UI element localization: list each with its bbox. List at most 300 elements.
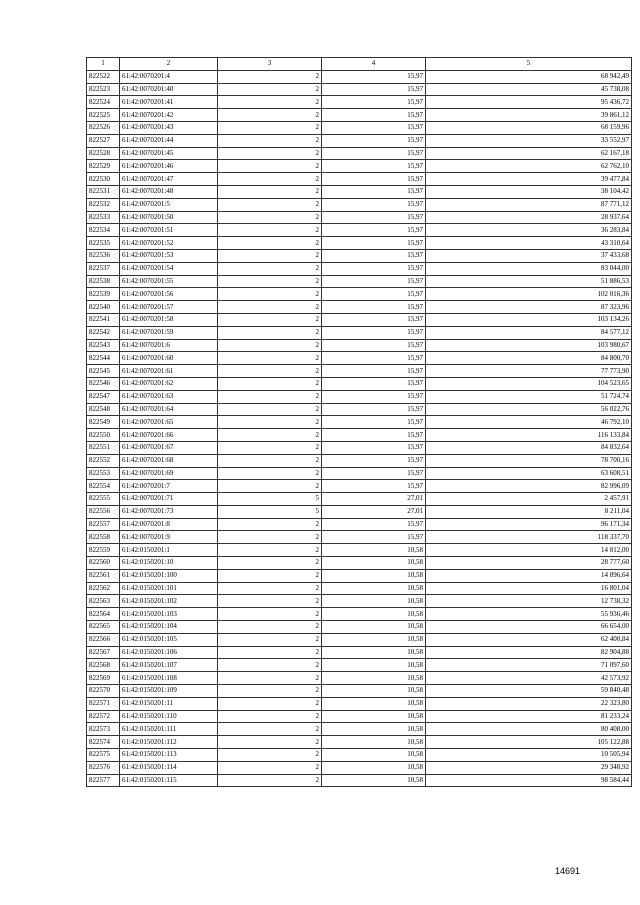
record-number-cell: 822522	[87, 70, 120, 83]
cadastral-number-cell: 61:42:0070201:71	[120, 493, 218, 506]
value-4-cell: 10,58	[322, 557, 426, 570]
value-4-cell: 10,58	[322, 685, 426, 698]
table-row	[87, 237, 632, 250]
value-4-cell: 10,58	[322, 710, 426, 723]
table-row	[87, 595, 632, 608]
value-3-cell: 2	[218, 710, 322, 723]
value-4-cell: 15,97	[322, 275, 426, 288]
table-row	[87, 339, 632, 352]
value-3-cell: 2	[218, 96, 322, 109]
value-3-cell: 2	[218, 531, 322, 544]
cadastral-number-cell: 61:42:0150201:111	[120, 723, 218, 736]
value-3-cell: 2	[218, 352, 322, 365]
value-3-cell: 2	[218, 557, 322, 570]
value-4-cell: 10,58	[322, 544, 426, 557]
record-number-cell: 822538	[87, 275, 120, 288]
value-4-cell: 27,01	[322, 493, 426, 506]
amount-cell: 38 104,42	[426, 185, 632, 198]
record-number-cell: 822532	[87, 198, 120, 211]
cadastral-number-cell: 61:42:0070201:55	[120, 275, 218, 288]
record-number-cell: 822575	[87, 749, 120, 762]
value-4-cell: 10,58	[322, 582, 426, 595]
value-3-cell: 2	[218, 134, 322, 147]
record-number-cell: 822576	[87, 761, 120, 774]
value-4-cell: 15,97	[322, 134, 426, 147]
amount-cell: 102 016,36	[426, 288, 632, 301]
cadastral-number-cell: 61:42:0150201:112	[120, 736, 218, 749]
amount-cell: 80 408,00	[426, 723, 632, 736]
cadastral-number-cell: 61:42:0150201:101	[120, 582, 218, 595]
value-4-cell: 10,58	[322, 749, 426, 762]
value-3-cell: 2	[218, 173, 322, 186]
table-row	[87, 582, 632, 595]
value-3-cell: 2	[218, 377, 322, 390]
table-row	[87, 134, 632, 147]
amount-cell: 28 777,60	[426, 557, 632, 570]
cadastral-number-cell: 61:42:0070201:57	[120, 301, 218, 314]
cadastral-number-cell: 61:42:0150201:107	[120, 659, 218, 672]
cadastral-number-cell: 61:42:0070201:60	[120, 352, 218, 365]
table-row	[87, 621, 632, 634]
table-row	[87, 121, 632, 134]
cadastral-number-cell: 61:42:0150201:108	[120, 672, 218, 685]
cadastral-number-cell: 61:42:0150201:1	[120, 544, 218, 557]
table-row	[87, 249, 632, 262]
value-4-cell: 15,97	[322, 365, 426, 378]
value-3-cell: 2	[218, 185, 322, 198]
amount-cell: 104 523,65	[426, 377, 632, 390]
value-3-cell: 2	[218, 685, 322, 698]
amount-cell: 2 457,91	[426, 493, 632, 506]
cadastral-number-cell: 61:42:0070201:52	[120, 237, 218, 250]
amount-cell: 29 348,92	[426, 761, 632, 774]
table-row	[87, 83, 632, 96]
amount-cell: 84 577,12	[426, 326, 632, 339]
value-3-cell: 2	[218, 70, 322, 83]
value-4-cell: 15,97	[322, 96, 426, 109]
table-row	[87, 685, 632, 698]
header-row	[87, 58, 632, 71]
record-number-cell: 822553	[87, 467, 120, 480]
value-3-cell: 2	[218, 544, 322, 557]
cadastral-number-cell: 61:42:0150201:102	[120, 595, 218, 608]
amount-cell: 51 724,74	[426, 390, 632, 403]
cadastral-number-cell: 61:42:0070201:56	[120, 288, 218, 301]
cadastral-number-cell: 61:42:0150201:103	[120, 608, 218, 621]
column-header-4: 4	[322, 58, 426, 71]
amount-cell: 103 980,67	[426, 339, 632, 352]
record-number-cell: 822557	[87, 518, 120, 531]
value-3-cell: 2	[218, 83, 322, 96]
value-4-cell: 15,97	[322, 224, 426, 237]
data-table	[86, 57, 632, 787]
value-3-cell: 2	[218, 121, 322, 134]
column-header-1: 1	[87, 58, 120, 71]
table-row	[87, 736, 632, 749]
value-4-cell: 15,97	[322, 441, 426, 454]
value-3-cell: 2	[218, 429, 322, 442]
table-row	[87, 454, 632, 467]
cadastral-number-cell: 61:42:0070201:62	[120, 377, 218, 390]
table-row	[87, 70, 632, 83]
value-4-cell: 15,97	[322, 403, 426, 416]
amount-cell: 66 654,00	[426, 621, 632, 634]
table-row	[87, 185, 632, 198]
record-number-cell: 822574	[87, 736, 120, 749]
value-4-cell: 10,58	[322, 621, 426, 634]
value-4-cell: 10,58	[322, 608, 426, 621]
record-number-cell: 822571	[87, 697, 120, 710]
column-header-2: 2	[120, 58, 218, 71]
record-number-cell: 822556	[87, 505, 120, 518]
cadastral-number-cell: 61:42:0070201:8	[120, 518, 218, 531]
amount-cell: 84 800,70	[426, 352, 632, 365]
value-3-cell: 2	[218, 646, 322, 659]
table-row	[87, 646, 632, 659]
record-number-cell: 822533	[87, 211, 120, 224]
value-4-cell: 15,97	[322, 109, 426, 122]
value-3-cell: 2	[218, 301, 322, 314]
value-4-cell: 15,97	[322, 70, 426, 83]
table-row	[87, 275, 632, 288]
record-number-cell: 822572	[87, 710, 120, 723]
record-number-cell: 822546	[87, 377, 120, 390]
value-3-cell: 2	[218, 621, 322, 634]
amount-cell: 87 323,96	[426, 301, 632, 314]
amount-cell: 51 886,53	[426, 275, 632, 288]
value-4-cell: 15,97	[322, 249, 426, 262]
table-row	[87, 544, 632, 557]
value-4-cell: 15,97	[322, 326, 426, 339]
value-4-cell: 15,97	[322, 121, 426, 134]
amount-cell: 87 771,12	[426, 198, 632, 211]
value-3-cell: 2	[218, 736, 322, 749]
value-4-cell: 15,97	[322, 339, 426, 352]
cadastral-number-cell: 61:42:0150201:115	[120, 774, 218, 787]
value-3-cell: 2	[218, 749, 322, 762]
cadastral-number-cell: 61:42:0070201:41	[120, 96, 218, 109]
record-number-cell: 822577	[87, 774, 120, 787]
cadastral-number-cell: 61:42:0070201:63	[120, 390, 218, 403]
cadastral-number-cell: 61:42:0070201:66	[120, 429, 218, 442]
value-4-cell: 15,97	[322, 288, 426, 301]
value-4-cell: 15,97	[322, 313, 426, 326]
value-4-cell: 10,58	[322, 774, 426, 787]
value-4-cell: 10,58	[322, 646, 426, 659]
record-number-cell: 822542	[87, 326, 120, 339]
table-row	[87, 441, 632, 454]
value-3-cell: 2	[218, 441, 322, 454]
amount-cell: 68 159,96	[426, 121, 632, 134]
value-4-cell: 15,97	[322, 211, 426, 224]
table-row	[87, 569, 632, 582]
cadastral-number-cell: 61:42:0070201:45	[120, 147, 218, 160]
cadastral-number-cell: 61:42:0150201:104	[120, 621, 218, 634]
amount-cell: 62 762,10	[426, 160, 632, 173]
table-row	[87, 608, 632, 621]
cadastral-number-cell: 61:42:0070201:64	[120, 403, 218, 416]
record-number-cell: 822523	[87, 83, 120, 96]
value-4-cell: 10,58	[322, 569, 426, 582]
record-number-cell: 822561	[87, 569, 120, 582]
value-3-cell: 2	[218, 288, 322, 301]
cadastral-number-cell: 61:42:0070201:53	[120, 249, 218, 262]
amount-cell: 16 801,04	[426, 582, 632, 595]
cadastral-number-cell: 61:42:0070201:73	[120, 505, 218, 518]
value-4-cell: 15,97	[322, 416, 426, 429]
value-3-cell: 2	[218, 224, 322, 237]
table-row	[87, 198, 632, 211]
value-3-cell: 5	[218, 493, 322, 506]
amount-cell: 55 936,46	[426, 608, 632, 621]
table-row	[87, 390, 632, 403]
cadastral-number-cell: 61:42:0070201:4	[120, 70, 218, 83]
value-3-cell: 5	[218, 505, 322, 518]
value-3-cell: 2	[218, 467, 322, 480]
amount-cell: 62 400,84	[426, 633, 632, 646]
value-3-cell: 2	[218, 454, 322, 467]
record-number-cell: 822555	[87, 493, 120, 506]
record-number-cell: 822525	[87, 109, 120, 122]
table-body	[87, 70, 632, 787]
amount-cell: 116 133,84	[426, 429, 632, 442]
cadastral-number-cell: 61:42:0070201:6	[120, 339, 218, 352]
record-number-cell: 822531	[87, 185, 120, 198]
table-row	[87, 377, 632, 390]
value-3-cell: 2	[218, 275, 322, 288]
value-3-cell: 2	[218, 697, 322, 710]
cadastral-number-cell: 61:42:0150201:10	[120, 557, 218, 570]
table-row	[87, 416, 632, 429]
record-number-cell: 822527	[87, 134, 120, 147]
record-number-cell: 822529	[87, 160, 120, 173]
table-row	[87, 173, 632, 186]
cadastral-number-cell: 61:42:0070201:50	[120, 211, 218, 224]
amount-cell: 56 022,76	[426, 403, 632, 416]
amount-cell: 83 044,00	[426, 262, 632, 275]
table-row	[87, 96, 632, 109]
record-number-cell: 822530	[87, 173, 120, 186]
table-row	[87, 672, 632, 685]
table-row	[87, 518, 632, 531]
amount-cell: 78 700,16	[426, 454, 632, 467]
amount-cell: 59 840,48	[426, 685, 632, 698]
column-header-3: 3	[218, 58, 322, 71]
amount-cell: 63 608,51	[426, 467, 632, 480]
table-row	[87, 301, 632, 314]
amount-cell: 71 097,60	[426, 659, 632, 672]
table-row	[87, 262, 632, 275]
record-number-cell: 822537	[87, 262, 120, 275]
value-4-cell: 15,97	[322, 454, 426, 467]
record-number-cell: 822549	[87, 416, 120, 429]
amount-cell: 81 233,24	[426, 710, 632, 723]
value-4-cell: 15,97	[322, 429, 426, 442]
amount-cell: 37 433,68	[426, 249, 632, 262]
value-4-cell: 15,97	[322, 237, 426, 250]
value-4-cell: 15,97	[322, 185, 426, 198]
column-header-5: 5	[426, 58, 632, 71]
cadastral-number-cell: 61:42:0150201:11	[120, 697, 218, 710]
record-number-cell: 822562	[87, 582, 120, 595]
value-3-cell: 2	[218, 147, 322, 160]
record-number-cell: 822548	[87, 403, 120, 416]
cadastral-number-cell: 61:42:0070201:51	[120, 224, 218, 237]
table-row	[87, 723, 632, 736]
value-3-cell: 2	[218, 518, 322, 531]
value-3-cell: 2	[218, 262, 322, 275]
record-number-cell: 822570	[87, 685, 120, 698]
amount-cell: 22 323,80	[426, 697, 632, 710]
cadastral-number-cell: 61:42:0070201:5	[120, 198, 218, 211]
value-3-cell: 2	[218, 403, 322, 416]
table-row	[87, 109, 632, 122]
table-row	[87, 493, 632, 506]
value-3-cell: 2	[218, 160, 322, 173]
record-number-cell: 822526	[87, 121, 120, 134]
table-row	[87, 352, 632, 365]
value-3-cell: 2	[218, 659, 322, 672]
amount-cell: 118 337,70	[426, 531, 632, 544]
record-number-cell: 822560	[87, 557, 120, 570]
amount-cell: 14 812,00	[426, 544, 632, 557]
value-3-cell: 2	[218, 672, 322, 685]
amount-cell: 62 167,18	[426, 147, 632, 160]
record-number-cell: 822568	[87, 659, 120, 672]
amount-cell: 8 211,04	[426, 505, 632, 518]
cadastral-number-cell: 61:42:0150201:109	[120, 685, 218, 698]
amount-cell: 39 477,84	[426, 173, 632, 186]
table-row	[87, 467, 632, 480]
record-number-cell: 822543	[87, 339, 120, 352]
table-row	[87, 147, 632, 160]
value-3-cell: 2	[218, 595, 322, 608]
table-row	[87, 761, 632, 774]
record-number-cell: 822550	[87, 429, 120, 442]
value-4-cell: 15,97	[322, 390, 426, 403]
record-number-cell: 822566	[87, 633, 120, 646]
table-row	[87, 224, 632, 237]
value-3-cell: 2	[218, 390, 322, 403]
value-3-cell: 2	[218, 633, 322, 646]
record-number-cell: 822554	[87, 480, 120, 493]
value-3-cell: 2	[218, 211, 322, 224]
value-3-cell: 2	[218, 339, 322, 352]
table-row	[87, 531, 632, 544]
cadastral-number-cell: 61:42:0070201:54	[120, 262, 218, 275]
record-number-cell: 822534	[87, 224, 120, 237]
table-row	[87, 365, 632, 378]
amount-cell: 39 861,12	[426, 109, 632, 122]
value-4-cell: 10,58	[322, 633, 426, 646]
amount-cell: 28 937,64	[426, 211, 632, 224]
cadastral-number-cell: 61:42:0150201:105	[120, 633, 218, 646]
value-3-cell: 2	[218, 313, 322, 326]
record-number-cell: 822569	[87, 672, 120, 685]
value-3-cell: 2	[218, 237, 322, 250]
amount-cell: 43 310,64	[426, 237, 632, 250]
value-3-cell: 2	[218, 582, 322, 595]
table-row	[87, 749, 632, 762]
amount-cell: 96 171,34	[426, 518, 632, 531]
page-number: 14691	[555, 866, 581, 876]
table-row	[87, 480, 632, 493]
record-number-cell: 822573	[87, 723, 120, 736]
value-4-cell: 15,97	[322, 531, 426, 544]
cadastral-number-cell: 61:42:0070201:69	[120, 467, 218, 480]
value-3-cell: 2	[218, 608, 322, 621]
record-number-cell: 822528	[87, 147, 120, 160]
amount-cell: 10 505,94	[426, 749, 632, 762]
amount-cell: 82 996,09	[426, 480, 632, 493]
table-row	[87, 710, 632, 723]
record-number-cell: 822545	[87, 365, 120, 378]
record-number-cell: 822565	[87, 621, 120, 634]
table-row	[87, 160, 632, 173]
value-4-cell: 10,58	[322, 595, 426, 608]
value-4-cell: 15,97	[322, 480, 426, 493]
value-4-cell: 15,97	[322, 83, 426, 96]
table-row	[87, 313, 632, 326]
record-number-cell: 822552	[87, 454, 120, 467]
cadastral-number-cell: 61:42:0150201:114	[120, 761, 218, 774]
amount-cell: 95 436,72	[426, 96, 632, 109]
record-number-cell: 822558	[87, 531, 120, 544]
value-4-cell: 10,58	[322, 697, 426, 710]
value-3-cell: 2	[218, 416, 322, 429]
amount-cell: 33 552,97	[426, 134, 632, 147]
value-3-cell: 2	[218, 480, 322, 493]
value-4-cell: 15,97	[322, 147, 426, 160]
cadastral-number-cell: 61:42:0150201:113	[120, 749, 218, 762]
value-4-cell: 27,01	[322, 505, 426, 518]
value-4-cell: 15,97	[322, 377, 426, 390]
value-3-cell: 2	[218, 774, 322, 787]
table-row	[87, 774, 632, 787]
cadastral-number-cell: 61:42:0070201:67	[120, 441, 218, 454]
value-4-cell: 15,97	[322, 301, 426, 314]
value-4-cell: 10,58	[322, 736, 426, 749]
value-4-cell: 15,97	[322, 467, 426, 480]
value-4-cell: 15,97	[322, 352, 426, 365]
amount-cell: 84 832,64	[426, 441, 632, 454]
record-number-cell: 822551	[87, 441, 120, 454]
table-row	[87, 326, 632, 339]
amount-cell: 77 773,90	[426, 365, 632, 378]
record-number-cell: 822540	[87, 301, 120, 314]
cadastral-number-cell: 61:42:0070201:7	[120, 480, 218, 493]
cadastral-number-cell: 61:42:0070201:42	[120, 109, 218, 122]
record-number-cell: 822535	[87, 237, 120, 250]
value-4-cell: 15,97	[322, 198, 426, 211]
table-row	[87, 659, 632, 672]
table-row	[87, 505, 632, 518]
amount-cell: 68 942,49	[426, 70, 632, 83]
amount-cell: 14 896,64	[426, 569, 632, 582]
cadastral-number-cell: 61:42:0070201:48	[120, 185, 218, 198]
record-number-cell: 822564	[87, 608, 120, 621]
record-number-cell: 822563	[87, 595, 120, 608]
cadastral-number-cell: 61:42:0070201:65	[120, 416, 218, 429]
record-number-cell: 822567	[87, 646, 120, 659]
value-3-cell: 2	[218, 326, 322, 339]
record-number-cell: 822536	[87, 249, 120, 262]
table-row	[87, 557, 632, 570]
cadastral-number-cell: 61:42:0070201:9	[120, 531, 218, 544]
record-number-cell: 822539	[87, 288, 120, 301]
cadastral-number-cell: 61:42:0070201:43	[120, 121, 218, 134]
amount-cell: 82 904,88	[426, 646, 632, 659]
